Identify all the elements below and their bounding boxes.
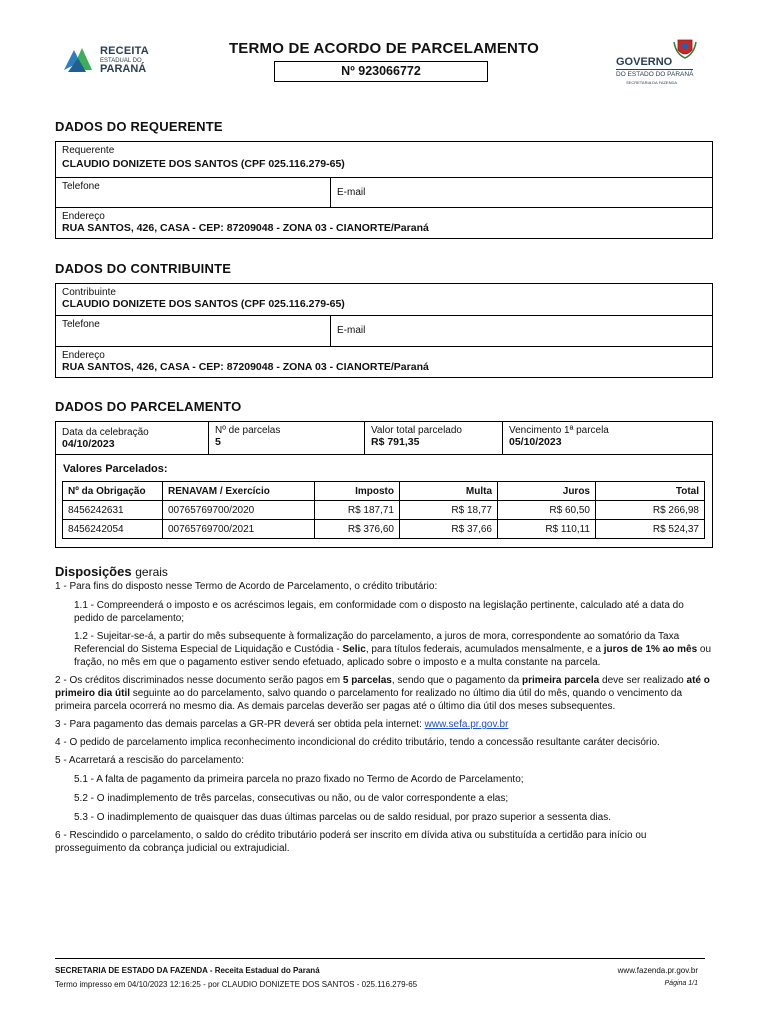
provisions-heading: Disposições gerais bbox=[55, 564, 168, 579]
col-multa: Multa bbox=[400, 482, 498, 501]
requerente-value: CLAUDIO DONIZETE DOS SANTOS (CPF 025.116.279-65) bbox=[62, 158, 345, 170]
governo-parana-logo bbox=[612, 36, 708, 88]
requerente-address-label: Endereço bbox=[62, 211, 105, 222]
provision-5-2: 5.2 - O inadimplemento de três parcelas, consecutivas ou não, ou de valor correspondente a elas; bbox=[74, 793, 509, 804]
general-provisions bbox=[55, 565, 715, 855]
document-title: TERMO DE ACORDO DE PARCELAMENTO bbox=[228, 40, 540, 57]
section-parcelamento-heading: DADOS DO PARCELAMENTO bbox=[55, 399, 242, 414]
contribuinte-email-label: E-mail bbox=[337, 325, 366, 336]
cell-obrigacao: 8456242631 bbox=[63, 501, 163, 520]
col-imposto: Imposto bbox=[315, 482, 400, 501]
provision-1-1: 1.1 - Compreenderá o imposto e os acréscimos legais, em conformidade com o disposto na legislação pertinente, calculado até a data do pedido de parcelamento; bbox=[74, 600, 684, 624]
requerente-email-label: E-mail bbox=[337, 187, 366, 198]
values-heading: Valores Parcelados: bbox=[63, 463, 168, 475]
cell-juros: R$ 110,11 bbox=[498, 520, 596, 539]
installments-label: Nº de parcelas bbox=[215, 425, 281, 436]
provision-4: 4 - O pedido de parcelamento implica reconhecimento incondicional do crédito tributário, tendo a concessão resultante caráter decisório. bbox=[55, 737, 660, 748]
cell-obrigacao: 8456242054 bbox=[63, 520, 163, 539]
provision-3: 3 - Para pagamento das demais parcelas a GR-PR deverá ser obtida pela internet: www.sefa.pr.gov.br bbox=[55, 719, 509, 730]
col-total: Total bbox=[596, 482, 705, 501]
cell-total: R$ 266,98 bbox=[596, 501, 705, 520]
provision-5-1: 5.1 - A falta de pagamento da primeira parcela no prazo fixado no Termo de Acordo de Parcelamento; bbox=[74, 774, 524, 785]
footer-org: SECRETARIA DE ESTADO DA FAZENDA - Receita Estadual do Paraná bbox=[55, 966, 320, 975]
footer-page: Página 1/1 bbox=[664, 980, 698, 987]
total-label: Valor total parcelado bbox=[371, 425, 462, 436]
date-value: 04/10/2023 bbox=[62, 438, 115, 450]
section-contribuinte-heading: DADOS DO CONTRIBUINTE bbox=[55, 261, 232, 276]
logo-line3: PARANÁ bbox=[100, 63, 147, 75]
due-label: Vencimento 1ª parcela bbox=[509, 425, 609, 436]
cell-multa: R$ 37,66 bbox=[400, 520, 498, 539]
provision-5: 5 - Acarretará a rescisão do parcelamento: bbox=[55, 755, 244, 766]
agreement-number: Nº 923066772 bbox=[274, 61, 488, 82]
cell-renavam: 00765769700/2021 bbox=[163, 520, 315, 539]
requerente-phone-label: Telefone bbox=[62, 181, 100, 192]
contribuinte-box bbox=[55, 283, 713, 378]
provision-1-2: 1.2 - Sujeitar-se-á, a partir do mês subsequente à formalização do parcelamento, a juros de mora, correspondente ao somatório da Taxa Referencial do Sistema Especial de Liquidação e Custódia - Selic, para títulos federais, acumulados mensalmente, e a juros de 1% ao mês ou fração, no mês em que o pagamento estiver sendo efetuado, aplicado sobre o imposto e a multa constante na parcela. bbox=[74, 631, 712, 668]
provision-6: 6 - Rescindido o parcelamento, o saldo do crédito tributário poderá ser inscrito em dívida ativa ou substituída a certidão para início ou prosseguimento da cobrança judicial ou extrajudicial. bbox=[55, 830, 647, 854]
footer-site: www.fazenda.pr.gov.br bbox=[617, 966, 698, 975]
installments-value: 5 bbox=[215, 436, 221, 448]
contribuinte-address-value: RUA SANTOS, 426, CASA - CEP: 87209048 - ZONA 03 - CIANORTE/Paraná bbox=[62, 361, 429, 373]
due-value: 05/10/2023 bbox=[509, 436, 562, 448]
logo-line2: ESTADUAL DO bbox=[100, 58, 142, 64]
footer-divider bbox=[55, 958, 705, 959]
col-juros: Juros bbox=[498, 482, 596, 501]
cell-imposto: R$ 376,60 bbox=[315, 520, 400, 539]
table-row bbox=[63, 501, 705, 520]
contribuinte-label: Contribuinte bbox=[62, 287, 116, 298]
sefa-link[interactable]: www.sefa.pr.gov.br bbox=[424, 719, 509, 730]
provision-1: 1 - Para fins do disposto nesse Termo de Acordo de Parcelamento, o crédito tributário: bbox=[55, 581, 438, 592]
cell-imposto: R$ 187,71 bbox=[315, 501, 400, 520]
gov-line2: DO ESTADO DO PARANÁ bbox=[616, 71, 694, 78]
contribuinte-address-label: Endereço bbox=[62, 350, 105, 361]
gov-line3: SECRETARIA DA FAZENDA bbox=[626, 80, 678, 85]
requerente-label: Requerente bbox=[62, 145, 115, 156]
provision-5-3: 5.3 - O inadimplemento de quaisquer das duas últimas parcelas ou de saldo residual, por prazo superior a sessenta dias. bbox=[74, 812, 611, 823]
total-value: R$ 791,35 bbox=[371, 436, 420, 448]
col-renavam: RENAVAM / Exercício bbox=[163, 482, 315, 501]
contribuinte-phone-label: Telefone bbox=[62, 319, 100, 330]
requerente-address-value: RUA SANTOS, 426, CASA - CEP: 87209048 - ZONA 03 - CIANORTE/Paraná bbox=[62, 222, 429, 234]
contribuinte-value: CLAUDIO DONIZETE DOS SANTOS (CPF 025.116.279-65) bbox=[62, 298, 345, 310]
footer-printed: Termo impresso em 04/10/2023 12:16:25 - por CLAUDIO DONIZETE DOS SANTOS - 025.116.279-65 bbox=[55, 980, 418, 989]
table-row bbox=[63, 520, 705, 539]
table-header-row bbox=[63, 482, 705, 501]
requerente-box bbox=[55, 141, 713, 239]
provision-2: 2 - Os créditos discriminados nesse documento serão pagos em 5 parcelas, sendo que o pagamento da primeira parcela deve ser realizado até o primeiro dia útil seguinte ao do parcelamento, salvo quando o parcelamento for realizado no último dia útil do mês, quando o vencimento da primeira parcela ocorrerá no mesmo dia. As demais parcelas deverão ser pagas até o último dia útil dos meses subsequentes. bbox=[55, 675, 710, 712]
gov-line1: GOVERNO bbox=[616, 56, 673, 68]
cell-total: R$ 524,37 bbox=[596, 520, 705, 539]
coat-of-arms-icon bbox=[672, 36, 698, 60]
section-requerente-heading: DADOS DO REQUERENTE bbox=[55, 119, 223, 134]
col-obrigacao: Nº da Obrigação bbox=[63, 482, 163, 501]
cell-multa: R$ 18,77 bbox=[400, 501, 498, 520]
logo-line1: RECEITA bbox=[100, 45, 149, 57]
cell-juros: R$ 60,50 bbox=[498, 501, 596, 520]
obligations-table bbox=[62, 481, 705, 539]
date-label: Data da celebração bbox=[62, 427, 149, 438]
cell-renavam: 00765769700/2020 bbox=[163, 501, 315, 520]
